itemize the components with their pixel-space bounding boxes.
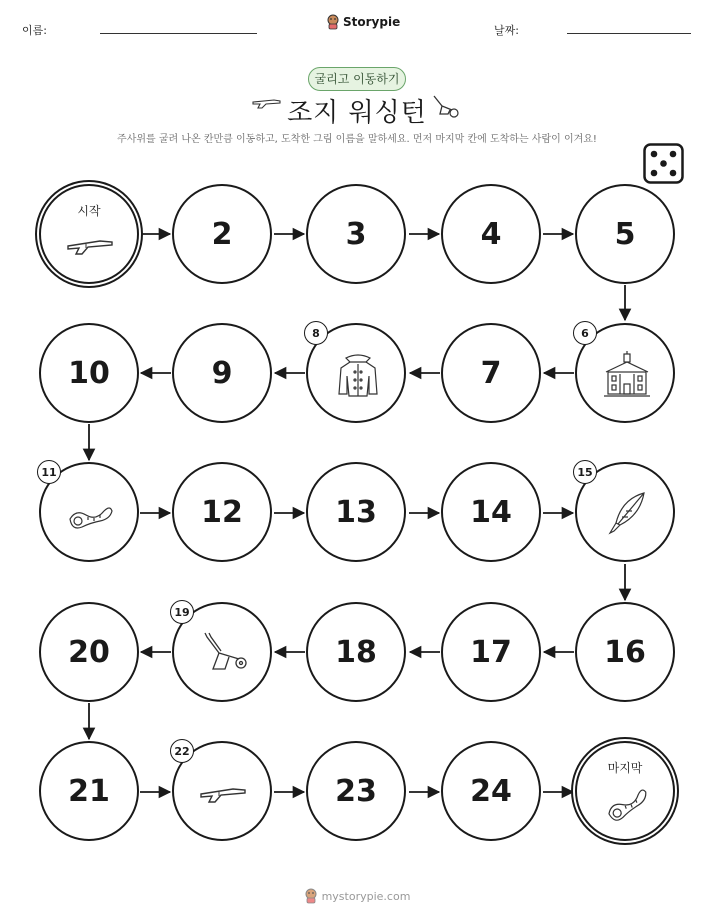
board-square[interactable]: 17 [441,602,541,702]
board-square[interactable]: 16 [575,602,675,702]
name-label: 이름: [22,24,47,37]
measuring-tape-icon [66,489,116,539]
board-square[interactable]: 2 [172,184,272,284]
board-square-picture[interactable]: 6 [575,323,675,423]
board-square-picture[interactable]: 11 [39,462,139,562]
finish-label: 마지막 [607,761,643,775]
board-square-picture[interactable]: 19 [172,602,272,702]
board-square[interactable]: 10 [39,323,139,423]
board-square-picture[interactable]: 15 [575,462,675,562]
footer-link[interactable]: mystorypie.com [321,889,411,903]
board-square[interactable]: 9 [172,323,272,423]
date-label: 날짜: [494,24,519,37]
board-square[interactable]: 4 [441,184,541,284]
footer [0,888,714,904]
brand-name: Storypie [343,15,401,29]
musket-icon [199,768,249,818]
board-square[interactable]: 24 [441,741,541,841]
board-square[interactable]: 14 [441,462,541,562]
quill-icon [602,489,652,539]
page-title: 조지 워싱턴 [287,98,427,128]
musket-icon [66,220,116,270]
board-square[interactable]: 3 [306,184,406,284]
board-square-picture[interactable]: 22 [172,741,272,841]
finish-square[interactable] [575,741,675,841]
storypie-logo-icon [304,888,318,904]
start-label: 시작 [77,204,101,218]
board-square[interactable]: 12 [172,462,272,562]
colonial-coat-icon [333,350,383,400]
board-square[interactable]: 5 [575,184,675,284]
board-square[interactable]: 20 [39,602,139,702]
board-square-picture[interactable]: 8 [306,323,406,423]
board-square[interactable]: 21 [39,741,139,841]
colonial-building-icon [602,350,652,400]
measuring-tape-icon [602,777,652,827]
board-square[interactable]: 18 [306,602,406,702]
plow-icon [199,629,249,679]
start-square[interactable] [39,184,139,284]
board-square[interactable]: 13 [306,462,406,562]
game-type-badge: 굴리고 이동하기 [308,67,406,91]
instructions: 주사위를 굴려 나온 칸만큼 이동하고, 도착한 그림 이름을 말하세요. 먼저 마지막 칸에 도착하는 사람이 이겨요! [117,134,597,145]
board-square[interactable]: 23 [306,741,406,841]
board-square[interactable]: 7 [441,323,541,423]
